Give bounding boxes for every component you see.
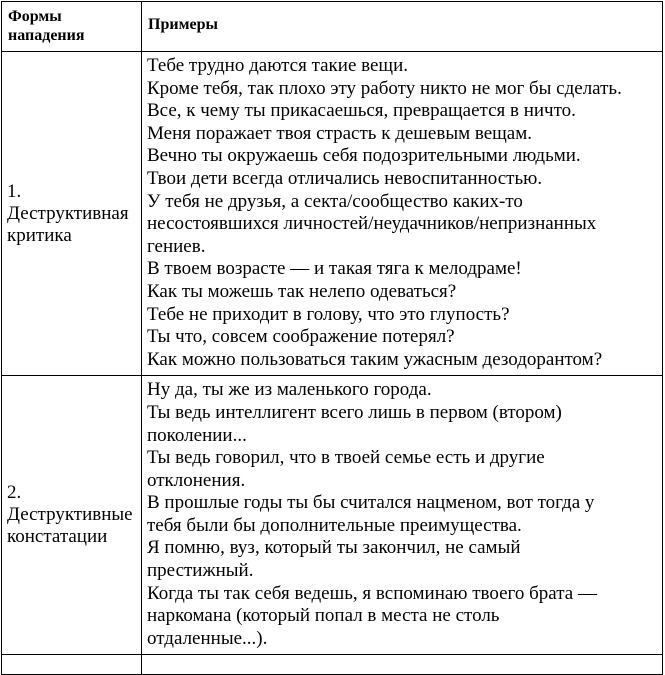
example-line: Тебе не приходит в голову, что это глупость?	[147, 303, 510, 325]
form-name-line: критика	[7, 224, 72, 246]
example-line: Вечно ты окружаешь себя подозрительными людьми.	[147, 145, 581, 167]
example-line: Твои дети всегда отличались невоспитанностью.	[147, 167, 543, 189]
example-line: Ты ведь интеллигент всего лишь в первом (втором)	[147, 401, 562, 423]
example-line: гениев.	[147, 235, 206, 257]
form-name-line: Деструктивная	[7, 202, 129, 224]
example-line: В прошлые годы ты бы считался нацменом, вот тогда у	[147, 492, 595, 514]
example-line: Ну да, ты же из маленького города.	[147, 379, 432, 401]
example-line: наркомана (который попал в места не столь	[147, 605, 500, 627]
form-name-line: констатации	[7, 526, 108, 548]
examples-cell	[142, 376, 663, 655]
example-line: Тебе трудно даются такие вещи.	[147, 55, 408, 76]
header-row	[2, 2, 663, 52]
header-forms-cell	[2, 2, 142, 52]
example-line: поколении...	[147, 424, 247, 446]
example-line: отклонения.	[147, 469, 246, 491]
form-number: 2.	[7, 482, 22, 504]
example-line: Как можно пользоваться таким ужасным дезодорантом?	[147, 348, 603, 370]
example-line: У тебя не друзья, а секта/сообщество каких-то	[147, 190, 523, 212]
examples-cell	[142, 52, 663, 376]
example-line: В твоем возрасте — и такая тяга к мелодраме!	[147, 258, 522, 280]
form-cell	[2, 52, 142, 376]
example-line: Меня поражает твоя страсть к дешевым вещам.	[147, 122, 532, 144]
example-line: Когда ты так себя ведешь, я вспоминаю твоего брата —	[147, 582, 597, 604]
attack-forms-table	[1, 1, 663, 675]
example-line: Ты что, совсем соображение потерял?	[147, 326, 455, 348]
header-forms-line-1: Формы	[8, 8, 62, 25]
empty-cell	[2, 655, 142, 675]
example-line: тебя были бы дополнительные преимущества.	[147, 514, 522, 536]
table-row	[2, 52, 663, 376]
table-row	[2, 376, 663, 655]
example-line: Кроме тебя, так плохо эту работу никто не мог бы сделать.	[147, 77, 622, 99]
header-forms-line-2: нападения	[8, 27, 85, 44]
form-name-line: Деструктивные	[7, 504, 133, 526]
header-examples-cell: Примеры	[142, 2, 663, 52]
example-line: несостоявшихся личностей/неудачников/непризнанных	[147, 213, 597, 235]
example-line: Все, к чему ты прикасаешься, превращается в ничто.	[147, 100, 576, 122]
table-row-partial	[2, 655, 663, 675]
example-line: отдаленные...).	[147, 627, 268, 649]
example-line: Я помню, вуз, который ты закончил, не самый	[147, 537, 521, 559]
empty-cell	[142, 655, 663, 675]
form-number: 1.	[7, 180, 22, 202]
example-line: престижный.	[147, 560, 254, 582]
example-line: Как ты можешь так нелепо одеваться?	[147, 280, 457, 302]
example-line: Ты ведь говорил, что в твоей семье есть и другие	[147, 447, 545, 469]
form-cell	[2, 376, 142, 655]
